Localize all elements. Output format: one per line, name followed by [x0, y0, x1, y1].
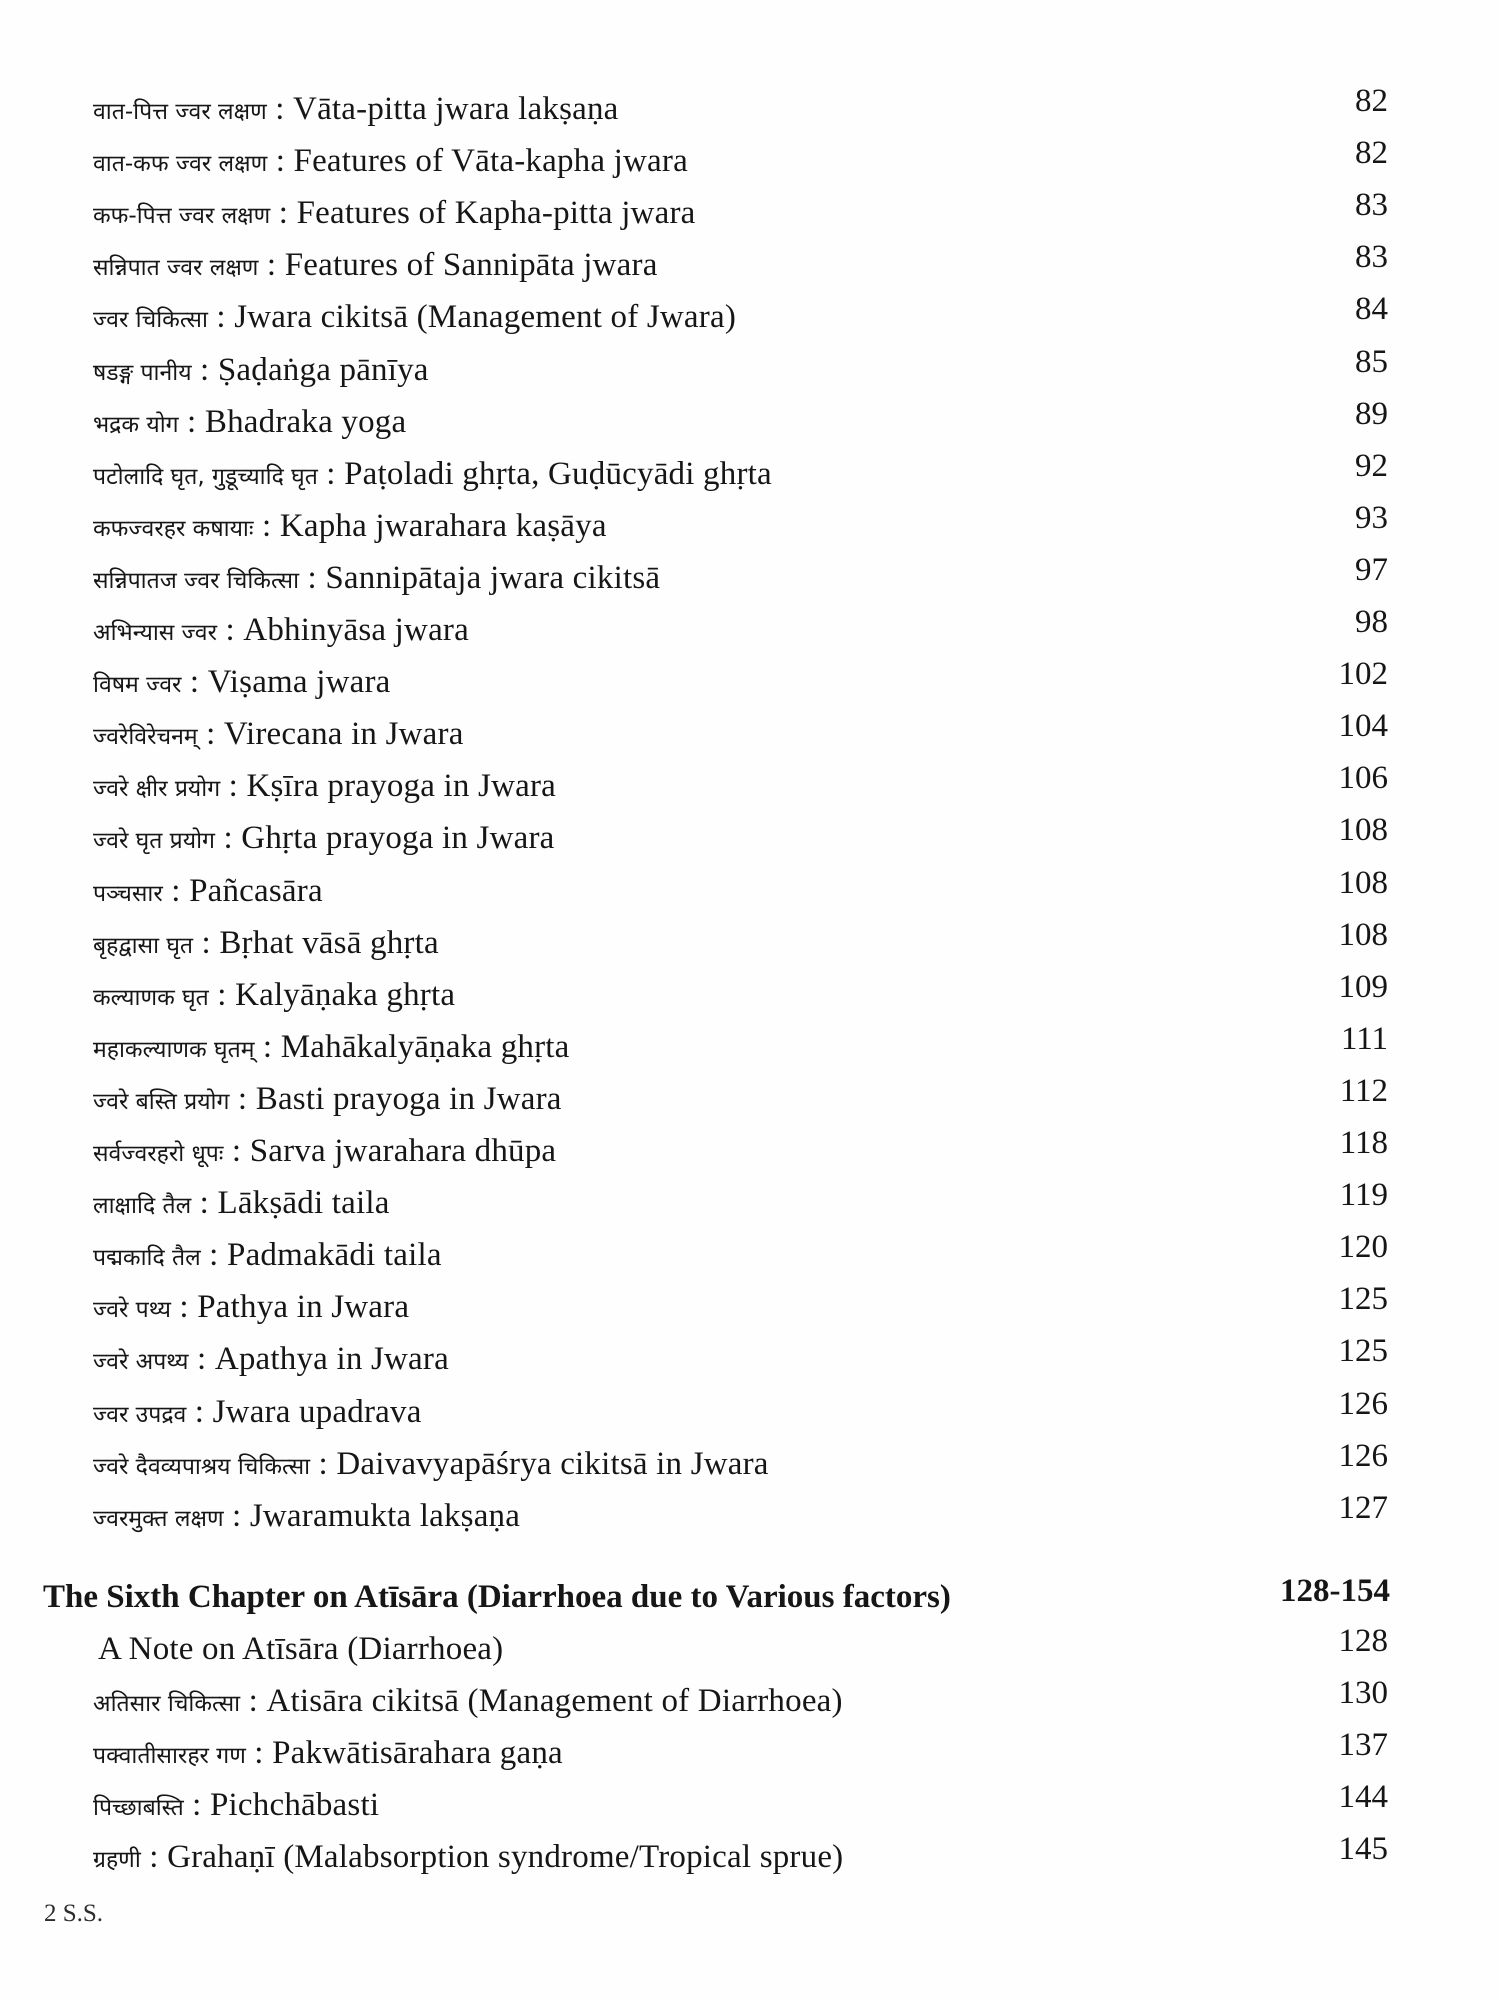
english-title: Features of Vāta-kapha jwara: [293, 143, 688, 179]
english-title: Abhinyāsa jwara: [243, 612, 469, 648]
sanskrit-title: भद्रक योग: [93, 412, 179, 438]
title-separator: :: [170, 1289, 198, 1325]
toc-entry[interactable]: [0, 398, 1500, 446]
toc-entry[interactable]: [0, 1023, 1500, 1071]
sanskrit-title: ज्वरे बस्ति प्रयोग: [93, 1089, 230, 1115]
english-title: Bhadraka yoga: [204, 404, 407, 440]
title-separator: :: [267, 143, 294, 179]
sanskrit-title: ग्रहणी: [93, 1847, 141, 1873]
page-number: 111: [1340, 1021, 1388, 1057]
sanskrit-title: कफज्वरहर कषायाः: [93, 516, 254, 542]
toc-entry-title: [93, 554, 660, 605]
page-number: 84: [1355, 291, 1388, 327]
sanskrit-title: ज्वर उपद्रव: [93, 1402, 187, 1428]
chapter-heading[interactable]: [0, 1573, 1500, 1621]
toc-entry-title: [93, 502, 607, 553]
english-title: Lākṣādi taila: [217, 1185, 390, 1221]
toc-entry[interactable]: [0, 1231, 1500, 1279]
page-number: 92: [1355, 448, 1388, 484]
sanskrit-title: कल्याणक घृत: [93, 985, 209, 1011]
toc-entry[interactable]: [0, 1127, 1500, 1175]
toc-entry[interactable]: [0, 1179, 1500, 1227]
title-separator: :: [245, 1735, 273, 1771]
sanskrit-title: सन्निपातज ज्वर चिकित्सा: [93, 568, 300, 594]
english-title: Pathya in Jwara: [197, 1289, 410, 1325]
english-title: Jwara cikitsā (Management of Jwara): [234, 299, 737, 335]
english-title: Mahākalyāṇaka ghṛta: [280, 1029, 570, 1065]
sanskrit-title: वात-कफ ज्वर लक्षण: [93, 151, 268, 177]
english-title: Basti prayoga in Jwara: [255, 1081, 562, 1117]
page-number: 108: [1338, 917, 1388, 953]
toc-entry[interactable]: [0, 1388, 1500, 1436]
toc-entry-title: [93, 293, 736, 344]
sanskrit-title: विषम ज्वर: [93, 672, 182, 698]
page-number: 85: [1355, 344, 1388, 380]
toc-entry-title: [93, 1023, 570, 1074]
toc-entry-title: [93, 1075, 562, 1126]
toc-entry[interactable]: [0, 658, 1500, 706]
title-separator: :: [229, 1081, 256, 1117]
toc-entry[interactable]: [0, 137, 1500, 185]
toc-entry-title: [93, 1179, 390, 1230]
title-separator: :: [197, 716, 224, 752]
toc-entry[interactable]: [0, 919, 1500, 967]
sanskrit-title: लाक्षादि तैल: [93, 1193, 192, 1219]
toc-entry-title: [93, 1283, 409, 1334]
toc-entry-title: [93, 606, 469, 657]
page-number: 83: [1355, 187, 1388, 223]
toc-entry[interactable]: [0, 502, 1500, 550]
title-separator: :: [140, 1839, 168, 1875]
toc-entry[interactable]: [0, 606, 1500, 654]
toc-entry[interactable]: [0, 241, 1500, 289]
english-title: Features of Kapha-pitta jwara: [296, 195, 696, 231]
english-title: Jwara upadrava: [212, 1394, 422, 1430]
english-title: Pakwātisārahara gaṇa: [272, 1735, 563, 1771]
title-separator: :: [299, 560, 326, 596]
english-title: Pañcasāra: [189, 873, 323, 909]
title-separator: :: [310, 1446, 337, 1482]
toc-entry[interactable]: [0, 1335, 1500, 1383]
toc-entry[interactable]: [0, 762, 1500, 810]
toc-entry[interactable]: [0, 1492, 1500, 1540]
toc-entry-title: [93, 1388, 422, 1439]
title-separator: :: [208, 977, 236, 1013]
title-separator: :: [191, 1185, 218, 1221]
toc-entry[interactable]: [0, 867, 1500, 915]
page-number: 106: [1338, 760, 1388, 796]
toc-entry-title: [93, 1231, 442, 1282]
toc-entry[interactable]: [0, 189, 1500, 237]
toc-entry-title: [93, 1677, 843, 1728]
sanskrit-title: षडङ्ग पानीय: [93, 360, 192, 386]
toc-entry[interactable]: [0, 1075, 1500, 1123]
toc-entry[interactable]: [0, 1440, 1500, 1488]
toc-entry-title: [93, 189, 695, 240]
sanskrit-title: पञ्चसार: [93, 881, 163, 907]
sanskrit-title: ज्वरे क्षीर प्रयोग: [93, 776, 221, 802]
title-separator: :: [181, 664, 208, 700]
toc-entry[interactable]: [0, 971, 1500, 1019]
english-title: Apathya in Jwara: [214, 1341, 449, 1377]
toc-entry-title: [93, 1127, 556, 1178]
toc-entry-title: [93, 1492, 520, 1543]
sanskrit-title: कफ-पित्त ज्वर लक्षण: [93, 203, 271, 229]
english-title: Vāta-pitta jwara lakṣaṇa: [293, 91, 619, 127]
toc-entry[interactable]: [0, 293, 1500, 341]
toc-entry[interactable]: [0, 1781, 1500, 1829]
toc-entry-title: [93, 1781, 379, 1832]
page-number: 82: [1355, 83, 1388, 119]
page-number: 98: [1355, 604, 1388, 640]
english-title: Bṛhat vāsā ghṛta: [219, 925, 439, 961]
english-title: Ṣaḍaṅga pānīya: [217, 352, 429, 388]
title-separator: :: [258, 247, 285, 283]
toc-entry[interactable]: [0, 85, 1500, 133]
title-separator: :: [193, 925, 220, 961]
title-separator: :: [223, 1498, 250, 1534]
toc-entry-title: [93, 85, 619, 136]
toc-entry[interactable]: [0, 710, 1500, 758]
page-number: 97: [1355, 552, 1388, 588]
sanskrit-title: ज्वरे घृत प्रयोग: [93, 828, 216, 854]
toc-entry-title: [93, 346, 429, 397]
sanskrit-title: सर्वज्वरहरो धूपः: [93, 1141, 224, 1167]
toc-entry[interactable]: [0, 554, 1500, 602]
english-title: Kṣīra prayoga in Jwara: [246, 768, 556, 804]
page-number: 108: [1338, 812, 1388, 848]
english-title: Pichchābasti: [210, 1787, 380, 1823]
english-title: Viṣama jwara: [207, 664, 391, 700]
sanskrit-title: अतिसार चिकित्सा: [93, 1691, 241, 1717]
sanskrit-title: पक्वातीसारहर गण: [93, 1743, 246, 1769]
english-title: Atisāra cikitsā (Management of Diarrhoea): [266, 1683, 843, 1719]
sanskrit-title: महाकल्याणक घृतम्: [93, 1037, 255, 1063]
title-separator: :: [183, 1787, 210, 1823]
page-number: 137: [1338, 1727, 1388, 1763]
toc-entry-title: [93, 1729, 563, 1780]
sanskrit-title: अभिन्यास ज्वर: [93, 620, 217, 646]
signature-mark: 2 S.S.: [44, 1900, 104, 1927]
toc-entry-title: [93, 762, 556, 813]
title-separator: :: [217, 612, 244, 648]
page-number: 104: [1338, 708, 1388, 744]
page-number: 83: [1355, 239, 1388, 275]
toc-entry[interactable]: [0, 1677, 1500, 1725]
page-number: 118: [1339, 1125, 1388, 1161]
sanskrit-title: ज्वर चिकित्सा: [93, 307, 208, 333]
title-separator: :: [240, 1683, 267, 1719]
toc-entry-title: [93, 1335, 449, 1386]
english-title: Kapha jwarahara kaṣāya: [279, 508, 607, 544]
english-title: Features of Sannipāta jwara: [284, 247, 658, 283]
toc-entry[interactable]: [0, 814, 1500, 862]
toc-entry-title: [93, 814, 555, 865]
page-number: 109: [1338, 969, 1388, 1005]
page-number: 145: [1338, 1831, 1388, 1867]
page-number: 130: [1338, 1675, 1388, 1711]
toc-entry-title: [93, 919, 439, 970]
english-title: Padmakādi taila: [227, 1237, 442, 1273]
toc-entry-title: [93, 1833, 843, 1884]
english-title: Kalyāṇaka ghṛta: [235, 977, 456, 1013]
toc-entry-note[interactable]: [0, 1625, 1500, 1673]
sanskrit-title: ज्वरे दैवव्यपाश्रय चिकित्सा: [93, 1454, 311, 1480]
toc-entry[interactable]: [0, 1729, 1500, 1777]
sanskrit-title: ज्वरेविरेचनम्: [93, 724, 198, 750]
page-number: 102: [1338, 656, 1388, 692]
page-number: 120: [1338, 1229, 1388, 1265]
title-separator: :: [253, 508, 280, 544]
sanskrit-title: सन्निपात ज्वर लक्षण: [93, 255, 259, 281]
title-separator: :: [186, 1394, 213, 1430]
title-separator: :: [215, 820, 242, 856]
english-title: Sannipātaja jwara cikitsā: [325, 560, 661, 596]
toc-entry-title: [93, 398, 406, 449]
title-separator: :: [162, 873, 190, 909]
page-number: 119: [1339, 1177, 1388, 1213]
title-separator: :: [317, 456, 345, 492]
english-title: Ghṛta prayoga in Jwara: [241, 820, 555, 856]
title-separator: :: [178, 404, 205, 440]
page-number: 112: [1339, 1073, 1388, 1109]
english-title: Paṭoladi ghṛta, Guḍūcyādi ghṛta: [344, 456, 772, 492]
toc-entry-title: [93, 241, 658, 292]
english-title: Daivavyapāśrya cikitsā in Jwara: [336, 1446, 769, 1482]
page-number: 127: [1338, 1490, 1388, 1526]
title-separator: :: [220, 768, 247, 804]
sanskrit-title: पटोलादि घृत, गुडूच्यादि घृत: [93, 464, 318, 490]
page-number: 108: [1338, 865, 1388, 901]
note-title: A Note on Atīsāra (Diarrhoea): [98, 1631, 504, 1667]
toc-entry-title: [93, 137, 688, 188]
toc-entry[interactable]: [0, 450, 1500, 498]
sanskrit-title: बृहद्वासा घृत: [93, 933, 194, 959]
page-number: 126: [1338, 1386, 1388, 1422]
english-title: Sarva jwarahara dhūpa: [249, 1133, 557, 1169]
page-number: 93: [1355, 500, 1388, 536]
title-separator: :: [207, 299, 235, 335]
page-number: 128: [1338, 1623, 1388, 1659]
sanskrit-title: पद्मकादि तैल: [93, 1245, 201, 1271]
page-number: 82: [1355, 135, 1388, 171]
page-number: 144: [1338, 1779, 1388, 1815]
english-title: Jwaramukta lakṣaṇa: [249, 1498, 521, 1534]
toc-entry-title: [93, 710, 464, 761]
toc-entry[interactable]: [0, 1283, 1500, 1331]
page-number: 126: [1338, 1438, 1388, 1474]
toc-entry[interactable]: [0, 346, 1500, 394]
toc-entry[interactable]: [0, 1833, 1500, 1881]
toc-entry-title: [93, 450, 772, 501]
toc-entry-title: [93, 971, 455, 1022]
title-separator: :: [200, 1237, 228, 1273]
title-separator: :: [254, 1029, 281, 1065]
title-separator: :: [188, 1341, 215, 1377]
sanskrit-title: वात-पित्त ज्वर लक्षण: [93, 99, 267, 125]
page-number: 89: [1355, 396, 1388, 432]
toc-entry-title: [93, 658, 391, 709]
sanskrit-title: पिच्छाबस्ति: [93, 1795, 184, 1821]
page-number: 125: [1338, 1333, 1388, 1369]
title-separator: :: [266, 91, 294, 127]
title-separator: :: [270, 195, 297, 231]
english-title: Virecana in Jwara: [223, 716, 464, 752]
chapter-page-range: 128-154: [1280, 1573, 1390, 1609]
sanskrit-title: ज्वरे पथ्य: [93, 1297, 171, 1323]
page-number: 125: [1338, 1281, 1388, 1317]
title-separator: :: [191, 352, 218, 388]
toc-entry-title: [93, 1440, 769, 1491]
chapter-title: The Sixth Chapter on Atīsāra (Diarrhoea due to Various factors): [43, 1579, 951, 1615]
title-separator: :: [223, 1133, 250, 1169]
sanskrit-title: ज्वरमुक्त लक्षण: [93, 1506, 224, 1532]
sanskrit-title: ज्वरे अपथ्य: [93, 1349, 189, 1375]
english-title: Grahaṇī (Malabsorption syndrome/Tropical sprue): [167, 1839, 844, 1875]
toc-entry-title: [93, 867, 323, 918]
